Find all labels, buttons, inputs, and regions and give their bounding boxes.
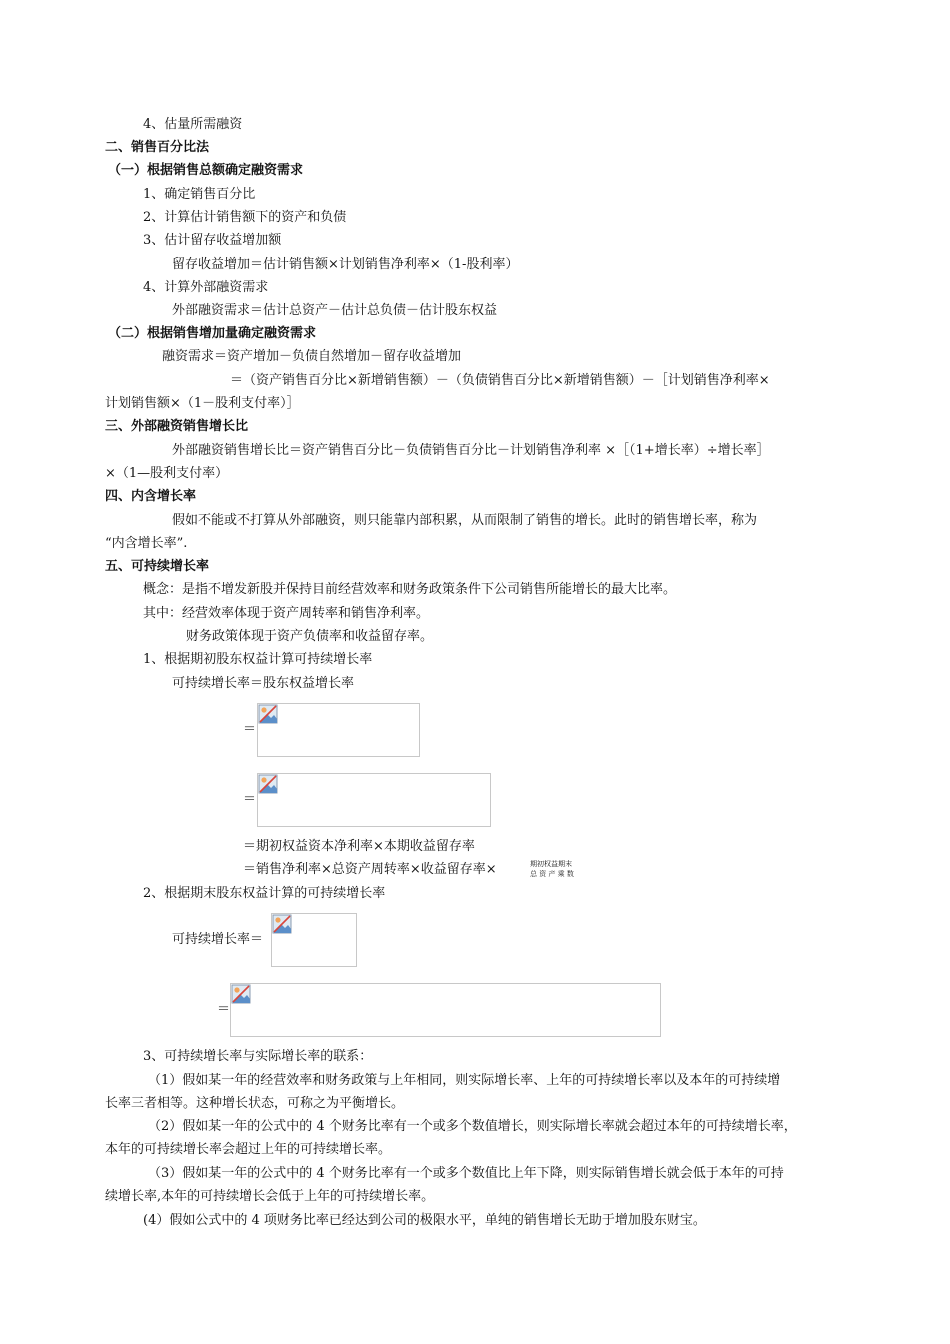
financial-policy-note: 财务政策体现于资产负债率和收益留存率。 <box>186 629 434 644</box>
step-2: 2、计算估计销售额下的资产和负债 <box>143 210 347 225</box>
step-4: 4、计算外部融资需求 <box>143 280 269 295</box>
fraction-numerator: 期初权益期末 <box>530 860 572 868</box>
external-growth-ratio-formula-cont: ×（1—股利支付率） <box>105 466 229 481</box>
method-1-heading: 1、根据期初股东权益计算可持续增长率 <box>143 652 373 667</box>
relation-point-1-cont: 长率三者相等。这种增长状态，可称之为平衡增长。 <box>105 1096 405 1111</box>
section-3-heading: 三、外部融资销售增长比 <box>105 419 249 434</box>
relation-point-3: （3）假如某一年的公式中的 4 个财务比率有一个或多个数值比上年下降，则实际销售增长就会低于本年的可持 <box>148 1166 784 1181</box>
subsection-2-heading: （二）根据销售增加量确定融资需求 <box>108 326 317 341</box>
relation-point-2-cont: 本年的可持续增长率会超过上年的可持续增长率。 <box>105 1142 392 1157</box>
section-4-heading: 四、内含增长率 <box>105 489 197 504</box>
external-growth-ratio-formula: 外部融资销售增长比＝资产销售百分比－负债销售百分比－计划销售净利率 ×［（1+增长率）÷增长率］ <box>172 443 770 458</box>
internal-growth-paragraph-cont: “内含增长率”. <box>105 536 188 551</box>
financing-need-formula-cont2: 计划销售额×（1－股利支付率）］ <box>105 396 300 411</box>
financing-need-formula: 融资需求＝资产增加－负债自然增加－留存收益增加 <box>162 349 462 364</box>
broken-image-icon <box>231 984 251 1004</box>
fraction-denominator: 总 资 产 乘 数 <box>530 870 574 878</box>
relation-heading: 3、可持续增长率与实际增长率的联系： <box>143 1049 373 1064</box>
formula-image-2 <box>257 773 491 827</box>
equals-sign: ＝ <box>243 792 257 807</box>
step-1: 1、确定销售百分比 <box>143 187 256 202</box>
equals-sign: ＝ <box>217 1002 231 1017</box>
formula-image-4 <box>230 983 661 1037</box>
external-financing-formula: 外部融资需求＝估计总资产－估计总负债－估计股东权益 <box>172 303 498 318</box>
method-2-heading: 2、根据期末股东权益计算的可持续增长率 <box>143 886 386 901</box>
step-3: 3、估计留存收益增加额 <box>143 233 282 248</box>
broken-image-icon <box>272 914 292 934</box>
relation-point-3-cont: 续增长率,本年的可持续增长会低于上年的可持续增长率。 <box>105 1189 435 1204</box>
financing-need-formula-cont: ＝（资产销售百分比×新增销售额）－（负债销售百分比×新增销售额）－［计划销售净利率× <box>230 373 770 388</box>
subsection-1-heading: （一）根据销售总额确定融资需求 <box>108 163 304 178</box>
step-4-estimate-financing: 4、估量所需融资 <box>143 117 243 132</box>
relation-point-2: （2）假如某一年的公式中的 4 个财务比率有一个或多个数值增长，则实际增长率就会超过本年的可持续增长率， <box>148 1119 797 1134</box>
relation-point-4: (4）假如公式中的 4 项财务比率已经达到公司的极限水平，单纯的销售增长无助于增加股东财宝。 <box>143 1213 706 1228</box>
section-5-heading: 五、可持续增长率 <box>105 559 210 574</box>
internal-growth-paragraph: 假如不能或不打算从外部融资，则只能靠内部积累，从而限制了销售的增长。此时的销售增长率，称为 <box>172 513 758 528</box>
concept-definition: 概念：是指不增发新股并保持目前经营效率和财务政策条件下公司销售所能增长的最大比率。 <box>143 582 677 597</box>
formula-image-1 <box>257 703 420 757</box>
equals-sign: ＝ <box>243 722 257 737</box>
broken-image-icon <box>258 704 278 724</box>
sustainable-growth-equals: 可持续增长率＝ <box>172 932 264 947</box>
operating-efficiency-note: 其中：经营效率体现于资产周转率和销售净利率。 <box>143 606 430 621</box>
retained-earnings-formula: 留存收益增加＝估计销售额×计划销售净利率×（1-股利率） <box>172 257 519 272</box>
section-2-heading: 二、销售百分比法 <box>105 140 210 155</box>
sustainable-growth-equals-equity-growth: 可持续增长率＝股东权益增长率 <box>172 676 355 691</box>
broken-image-icon <box>258 774 278 794</box>
roe-times-retention-formula: ＝期初权益资本净利率×本期收益留存率 <box>243 839 475 854</box>
four-ratio-formula: ＝销售净利率×总资产周转率×收益留存率× <box>243 862 497 877</box>
formula-image-3 <box>271 913 357 967</box>
relation-point-1: （1）假如某一年的经营效率和财务政策与上年相同，则实际增长率、上年的可持续增长率以及本年的可持续增 <box>148 1073 781 1088</box>
